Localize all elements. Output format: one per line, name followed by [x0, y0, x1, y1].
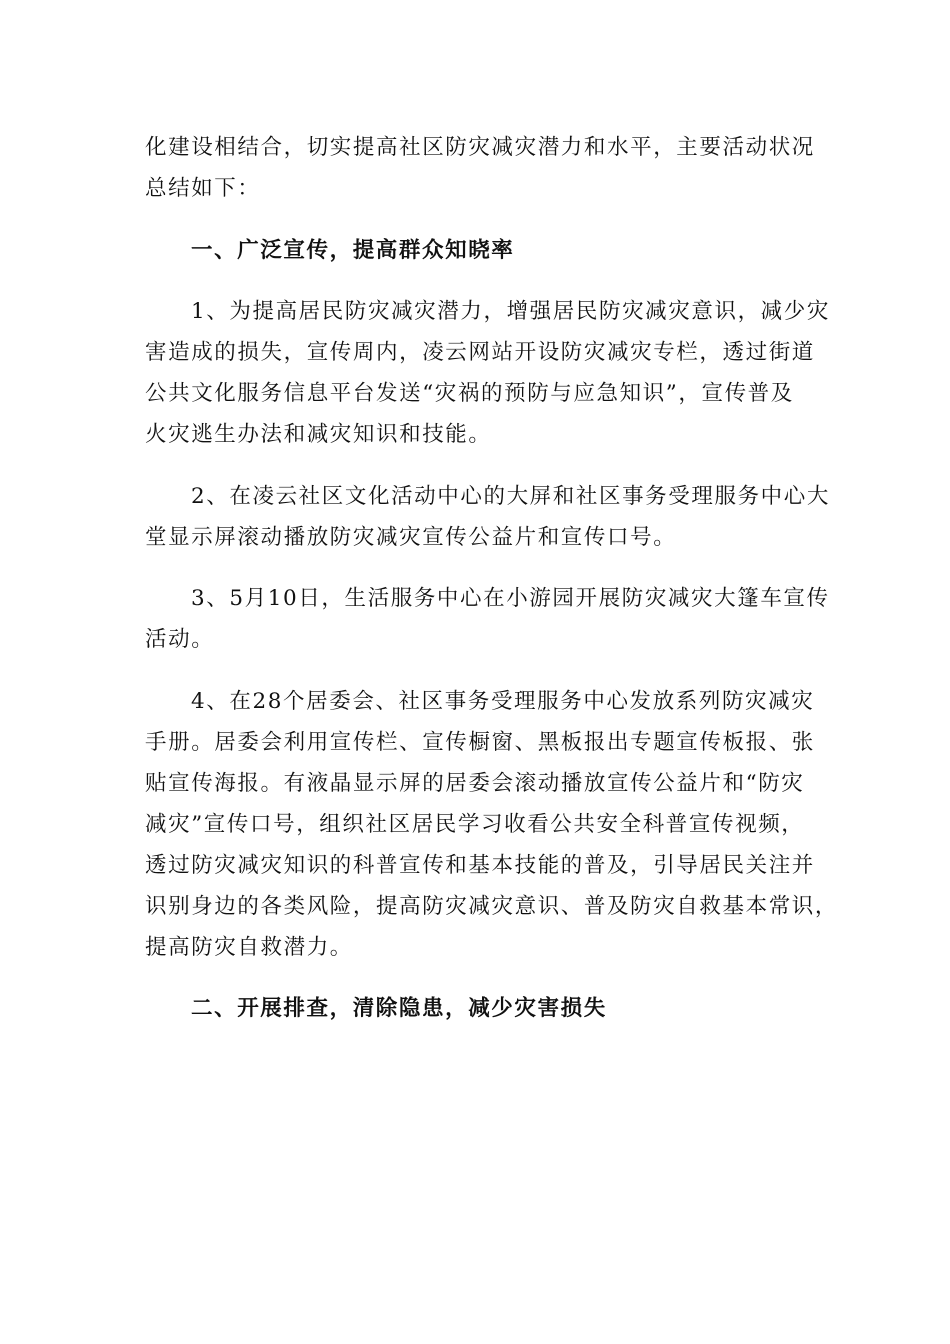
text-line: 火灾逃生办法和减灾知识和技能。: [145, 422, 492, 447]
heading-text: 二、开展排查，清除隐患，减少灾害损失: [191, 996, 607, 1021]
text-line: 2、在凌云社区文化活动中心的大屏和社区事务受理服务中心大: [191, 483, 830, 509]
heading-text: 一、广泛宣传，提高群众知晓率: [191, 237, 515, 263]
paragraph-item-2: [145, 476, 830, 558]
text-line: 公共文化服务信息平台发送“灾祸的预防与应急知识”，宣传普及: [145, 381, 794, 406]
text-line: 总结如下：: [145, 176, 261, 201]
text-line: 4、在28个居委会、社区事务受理服务中心发放系列防灾减灾: [191, 688, 815, 714]
paragraph-item-4: [145, 681, 839, 968]
paragraph-intro: [145, 127, 815, 209]
text-line: 减灾”宣传口号，组织社区居民学习收看公共安全科普宣传视频，: [145, 811, 805, 837]
paragraph-item-3: [145, 578, 830, 660]
text-line: 堂显示屏滚动播放防灾减灾宣传公益片和宣传口号。: [145, 524, 677, 550]
text-line: 3、5月10日，生活服务中心在小游园开展防灾减灾大篷车宣传: [191, 586, 830, 611]
text-line: 化建设相结合，切实提高社区防灾减灾潜力和水平，主要活动状况: [145, 135, 815, 160]
text-line: 提高防灾自救潜力。: [145, 934, 353, 960]
text-line: 透过防灾减灾知识的科普宣传和基本技能的普及，引导居民关注并: [145, 852, 815, 878]
paragraph-item-1: [145, 291, 830, 455]
text-line: 识别身边的各类风险，提高防灾减灾意识、普及防灾自救基本常识，: [145, 893, 839, 919]
document-page: [145, 127, 839, 1029]
text-line: 活动。: [145, 627, 215, 652]
text-line: 手册。居委会利用宣传栏、宣传橱窗、黑板报出专题宣传板报、张: [145, 729, 815, 755]
text-line: 贴宣传海报。有液晶显示屏的居委会滚动播放宣传公益片和“防灾: [145, 770, 805, 796]
text-line: 1、为提高居民防灾减灾潜力，增强居民防灾减灾意识，减少灾: [191, 299, 830, 324]
section-heading-1: [145, 230, 810, 271]
section-heading-2: [145, 988, 810, 1029]
text-line: 害造成的损失，宣传周内，凌云网站开设防灾减灾专栏，透过街道: [145, 340, 815, 365]
